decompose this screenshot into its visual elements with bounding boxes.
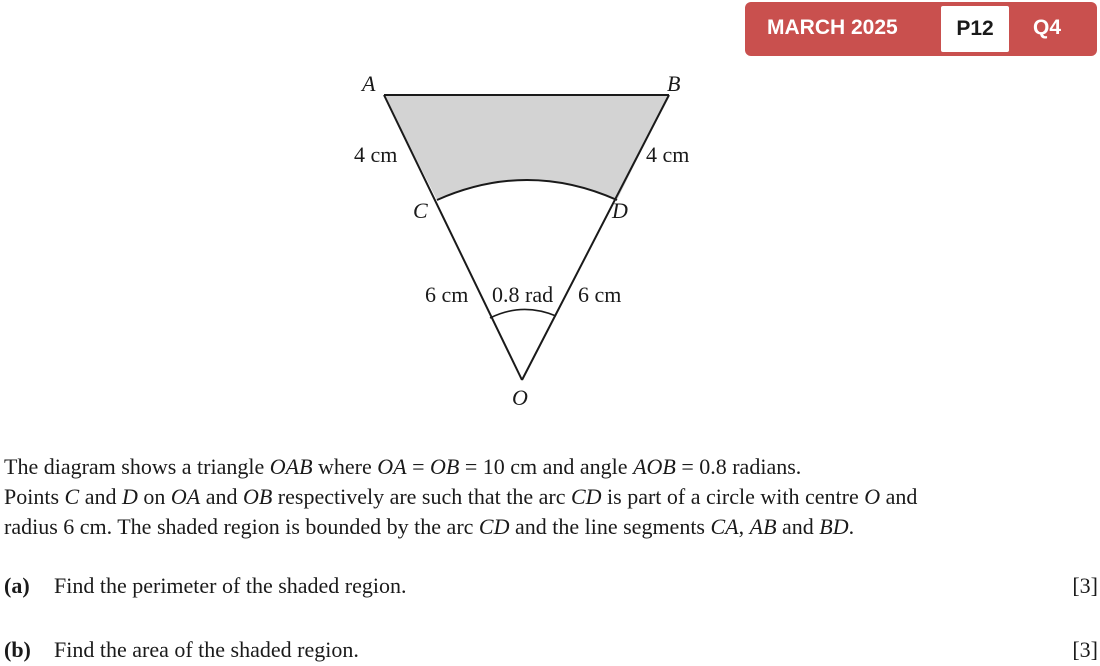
part-a [4,573,407,599]
part-b [4,637,359,663]
text-fragment: on [137,484,171,509]
text-fragment: and [880,484,918,509]
text-fragment: respectively are such that the arc [272,484,571,509]
ac-length-label: 4 cm [354,142,398,167]
math-variable: AOB [633,454,676,479]
angle-arc [490,309,556,318]
math-variable: BD [819,514,849,539]
point-d-label: D [612,198,628,223]
od-length-label: 6 cm [578,282,622,307]
math-variable: C [64,484,80,509]
math-variable: OB [430,454,460,479]
text-fragment: is part of a circle with centre [601,484,865,509]
text-fragment: The diagram shows a triangle [4,454,270,479]
part-b-text: Find the area of the shaded region. [54,637,359,662]
angle-label: 0.8 rad [492,282,554,307]
text-fragment: and the line segments [509,514,711,539]
math-variable: CD [570,484,602,509]
text-fragment: radius 6 cm. The shaded region is bounded by the arc [4,514,479,539]
bd-length-label: 4 cm [646,142,690,167]
text-fragment: where [312,454,378,479]
part-a-text: Find the perimeter of the shaded region. [54,573,407,598]
question-line-1 [4,452,801,482]
math-variable: OB [242,484,273,509]
text-fragment: = 10 cm and angle [459,454,634,479]
text-fragment: and [200,484,243,509]
question-line-2 [4,482,917,512]
math-variable: AB [749,514,777,539]
text-fragment: , [738,514,750,539]
part-b-marks: [3] [1072,637,1098,662]
part-a-label: (a) [4,573,30,598]
math-variable: OA [170,484,201,509]
math-variable: CD [478,514,510,539]
point-c-label: C [413,198,428,223]
text-fragment: and [776,514,820,539]
paper-number: P12 [941,6,1009,52]
part-b-label: (b) [4,637,31,662]
math-variable: OAB [269,454,313,479]
point-o-label: O [512,385,528,410]
oc-length-label: 6 cm [425,282,469,307]
text-fragment: and [79,484,122,509]
text-fragment: = [406,454,431,479]
text-fragment: Points [4,484,65,509]
exam-session: MARCH 2025 [767,16,898,39]
point-b-label: B [667,71,681,96]
question-number: Q4 [1033,16,1062,39]
question-line-3 [4,512,854,542]
math-variable: D [121,484,138,509]
text-fragment: = 0.8 radians. [675,454,802,479]
math-variable: O [864,484,881,509]
text-fragment: . [848,514,855,539]
math-variable: OA [377,454,407,479]
part-a-marks: [3] [1072,573,1098,598]
point-a-label: A [362,71,376,96]
math-variable: CA [710,514,739,539]
